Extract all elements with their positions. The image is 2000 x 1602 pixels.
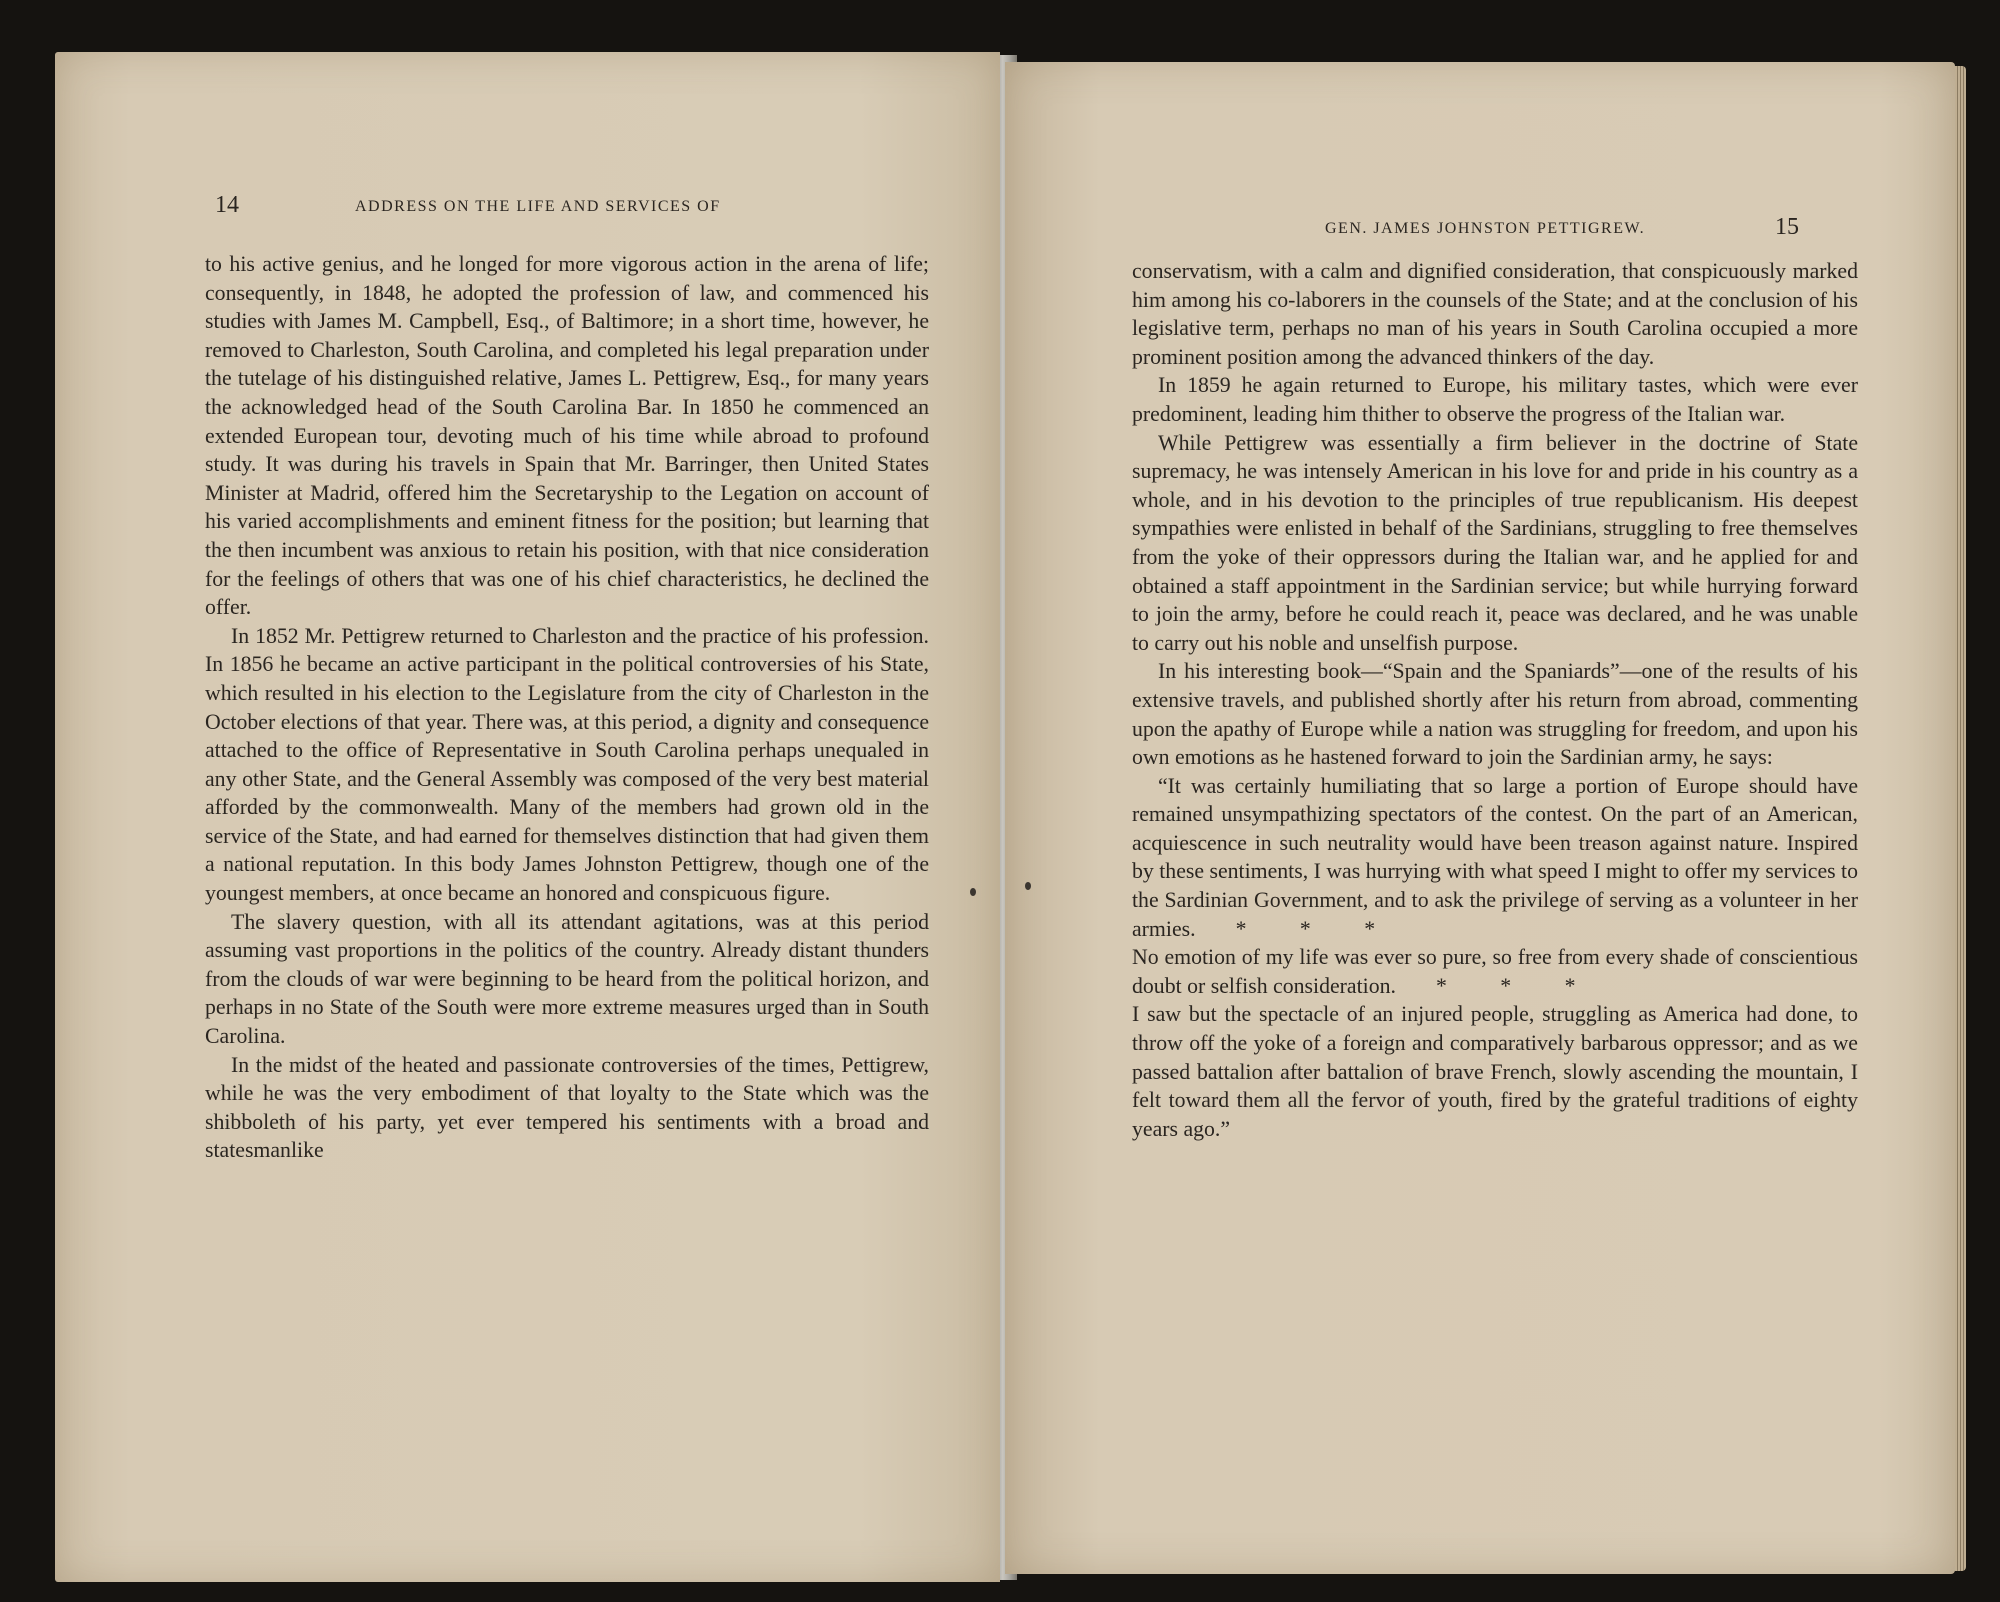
ink-speck bbox=[970, 888, 976, 896]
page-number-left: 14 bbox=[215, 192, 239, 218]
paragraph: In his interesting book—“Spain and the Spaniards”—one of the results of his extensive travels, and published shortly after his return from abroad, commenting upon the apathy of Europe while a nation was struggling for freedom, and upon his own emotions as he hastened forward to join the Sardinian army, he says: bbox=[1132, 659, 1858, 770]
ink-speck bbox=[1025, 882, 1031, 890]
left-body-text bbox=[205, 250, 929, 1165]
running-head-left: ADDRESS ON THE LIFE AND SERVICES OF bbox=[355, 198, 721, 215]
left-page bbox=[55, 52, 1000, 1582]
page-number-right: 15 bbox=[1775, 214, 1799, 240]
running-head-right: GEN. JAMES JOHNSTON PETTIGREW. bbox=[1325, 220, 1646, 237]
ellipsis-stars: * * * bbox=[1235, 916, 1400, 941]
right-body-text bbox=[1132, 257, 1858, 1143]
paragraph: conservatism, with a calm and dignified consideration, that conspicuously marked him among his co-laborers in the counsels of the State; and at the conclusion of his legislative term, perhaps no man of his years in South Carolina occupied a more prominent position among the advanced thinkers of the day. bbox=[1132, 259, 1858, 369]
paragraph: to his active genius, and he longed for more vigorous action in the arena of life; consequently, in 1848, he adopted the profession of law, and commenced his studies with James M. Campbell, Esq., of Baltimore; in a short time, however, he removed to Charleston, South Carolina, and completed his legal preparation under the tutelage of his distinguished relative, James L. Pettigrew, Esq., for many years the acknowledged head of the South Carolina Bar. In 1850 he commenced an extended European tour, devoting much of his time while abroad to profound study. It was during his travels in Spain that Mr. Barringer, then United States Minister at Madrid, offered him the Secretaryship to the Legation on account of his varied accomplishments and eminent fitness for the position; but learning that the then incumbent was anxious to retain his position, with that nice consideration for the feelings of others that was one of his chief characteristics, he declined the offer. bbox=[205, 252, 929, 620]
paragraph: While Pettigrew was essentially a firm believer in the doctrine of State supremacy, he was intensely American in his love for and pride in his country as a whole, and in his devotion to the principles of true republicanism. His deepest sympathies were enlisted in behalf of the Sardinians, struggling to free themselves from the yoke of their oppressors during the Italian war, and he applied for and obtained a staff appointment in the Sardinian service; but while hurrying forward to join the army, before he could reach it, peace was declared, and he was unable to carry out his noble and unselfish purpose. bbox=[1132, 430, 1858, 655]
quote-paragraph: I saw but the spectacle of an injured people, struggling as America had done, to throw off the yoke of a foreign and comparatively barbarous oppressor; and as we passed battalion after battalion of brave French, slowly ascending the mountain, I felt toward them all the fervor of youth, fired by the grateful traditions of eighty years ago.” bbox=[1132, 1002, 1858, 1141]
paragraph: In 1859 he again returned to Europe, his military tastes, which were ever predominent, leading him thither to observe the progress of the Italian war. bbox=[1132, 373, 1858, 426]
paragraph: The slavery question, with all its attendant agitations, was at this period assuming vast proportions in the politics of the country. Already distant thunders from the clouds of war were beginning to be heard from the political horizon, and perhaps in no State of the South were more extreme measures urged than in South Carolina. bbox=[205, 909, 929, 1049]
quote-text: No emotion of my life was ever so pure, so free from every shade of conscientious doubt or selfish consideration. bbox=[1132, 945, 1858, 998]
quote-paragraph bbox=[1132, 772, 1858, 944]
right-page bbox=[1005, 62, 1955, 1574]
quote-text: “It was certainly humiliating that so large a portion of Europe should have remained unsympathizing spectators of the contest. On the part of an American, acquiescence in such neutrality would have been treason against nature. Inspired by these sentiments, I was hurrying with what speed I might to offer my services to the Sardinian Government, and to ask the privilege of serving as a volunteer in her armies. bbox=[1132, 773, 1859, 941]
ellipsis-stars: * * * bbox=[1435, 973, 1600, 998]
paragraph: In the midst of the heated and passionate controversies of the times, Pettigrew, while he was the very embodiment of that loyalty to the State which was the shibboleth of his party, yet ever tempered his sentiments with a broad and statesmanlike bbox=[205, 1052, 929, 1163]
quote-paragraph bbox=[1132, 943, 1858, 1000]
paragraph: In 1852 Mr. Pettigrew returned to Charleston and the practice of his profession. In 1856 he became an active participant in the political controversies of his State, which resulted in his election to the Legislature from the city of Charleston in the October elections of that year. There was, at this period, a dignity and consequence attached to the office of Representative in South Carolina perhaps unequaled in any other State, and the General Assembly was composed of the very best material afforded by the commonwealth. Many of the members had grown old in the service of the State, and had earned for themselves distinction that had given them a national reputation. In this body James Johnston Pettigrew, though one of the youngest members, at once became an honored and conspicuous figure. bbox=[205, 623, 929, 906]
